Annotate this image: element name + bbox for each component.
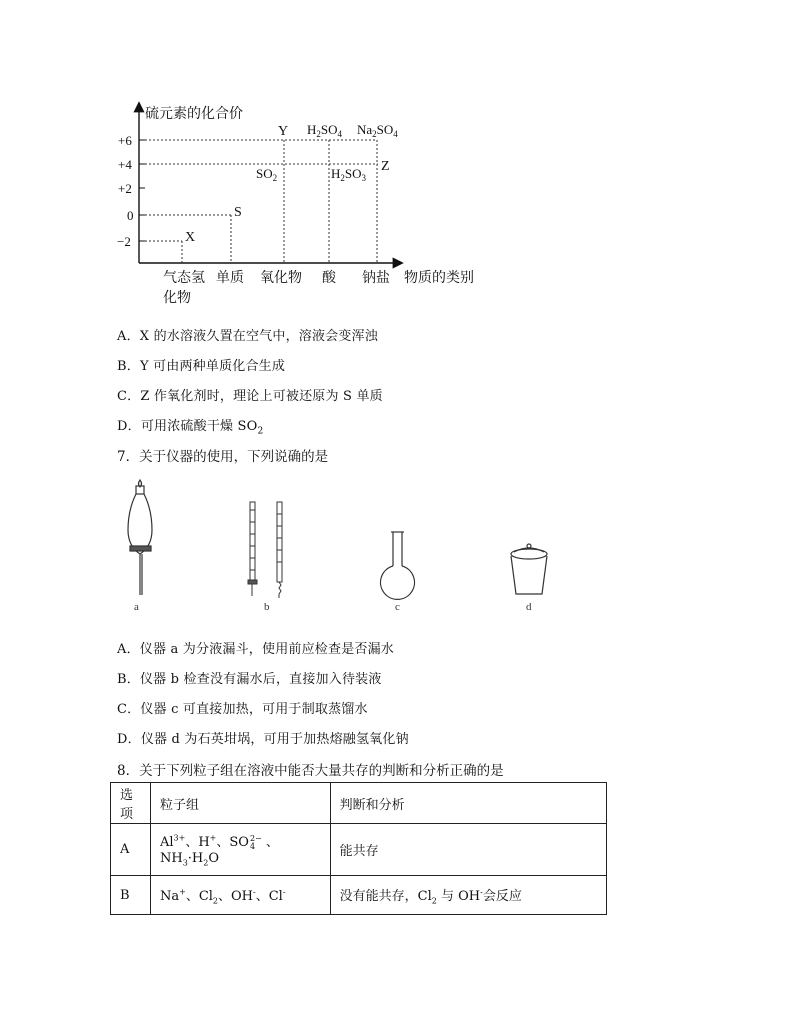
particle-group: Na+、$Cl_2$、OH-、Cl- [150, 876, 330, 915]
table-header: 粒子组 [150, 783, 330, 824]
apparatus-caption: c [395, 601, 400, 613]
q6-option-d: D．可用浓硫酸干燥 $SO_2$ [117, 419, 264, 437]
particle-group: $Al^{3+}$、H+、SO 2− 4 、$NH_3\cdot H_2O$ [150, 824, 330, 876]
crucible-icon [511, 544, 547, 594]
q8-title: 8．关于下列粒子组在溶液中能否大量共存的判断和分析正确的是 [117, 763, 504, 779]
table-header: 判断和分析 [330, 783, 606, 824]
y-tick: +4 [118, 157, 132, 172]
x-category: 酸 [322, 271, 336, 286]
point-S: S [234, 205, 242, 220]
table-header: 选项 [111, 783, 151, 824]
point-Z: Z [381, 159, 390, 174]
judgement: 没有能共存，$Cl_2$ 与 OH-会反应 [330, 876, 606, 915]
q7-option-b: B．仪器 b 检查没有漏水后，直接加入待装液 [117, 672, 382, 687]
point-X: X [185, 230, 196, 245]
x-axis-label: 物质的类别 [404, 271, 474, 286]
table-row [111, 824, 607, 876]
y-tick: −2 [117, 234, 131, 249]
q7-option-a: A．仪器 a 为分液漏斗，使用前应检查是否漏水 [117, 642, 395, 657]
q8-table [110, 782, 607, 915]
point-H2SO4: $H_2SO_4$ [307, 122, 343, 139]
apparatus-caption: d [526, 601, 532, 613]
x-category: 单质 [216, 271, 244, 286]
q7-title: 7．关于仪器的使用，下列说确的是 [117, 449, 329, 465]
table-header-row [111, 783, 607, 824]
q6-option-b: B．Y 可由两种单质化合生成 [117, 359, 286, 374]
point-Na2SO4: $Na_2SO_4$ [357, 122, 398, 139]
separatory-funnel-icon [128, 480, 152, 595]
row-option: B [111, 876, 151, 915]
x-category: 化物 [163, 291, 191, 306]
q7-option-d: D．仪器 d 为石英坩埚，可用于加热熔融氢氧化钠 [117, 732, 409, 747]
x-category: 钠盐 [362, 271, 390, 286]
x-category: 气态氢 [163, 271, 205, 286]
y-tick: +2 [118, 181, 132, 196]
apparatus-figure [100, 470, 580, 620]
point-Y: Y [278, 124, 289, 139]
judgement: 能共存 [330, 824, 606, 876]
q6-option-a: A．X 的水溶液久置在空气中，溶液会变浑浊 [117, 329, 378, 344]
sulfur-valence-chart [0, 0, 794, 320]
x-category: 氧化物 [260, 271, 302, 286]
point-SO2: $SO_2$ [256, 166, 278, 183]
y-tick: 0 [127, 208, 134, 223]
burette-icon [248, 502, 282, 598]
point-H2SO3: $H_2SO_3$ [331, 166, 367, 183]
q6-option-c: C．Z 作氧化剂时，理论上可被还原为 S 单质 [117, 389, 383, 404]
y-axis-label: 硫元素的化合价 [145, 107, 243, 122]
row-option: A [111, 824, 151, 876]
table-row [111, 876, 607, 915]
y-tick: +6 [118, 133, 132, 148]
q7-option-c: C．仪器 c 可直接加热，可用于制取蒸馏水 [117, 702, 368, 717]
round-bottom-flask-icon [381, 532, 415, 599]
apparatus-caption: b [264, 601, 270, 613]
apparatus-caption: a [134, 601, 139, 613]
